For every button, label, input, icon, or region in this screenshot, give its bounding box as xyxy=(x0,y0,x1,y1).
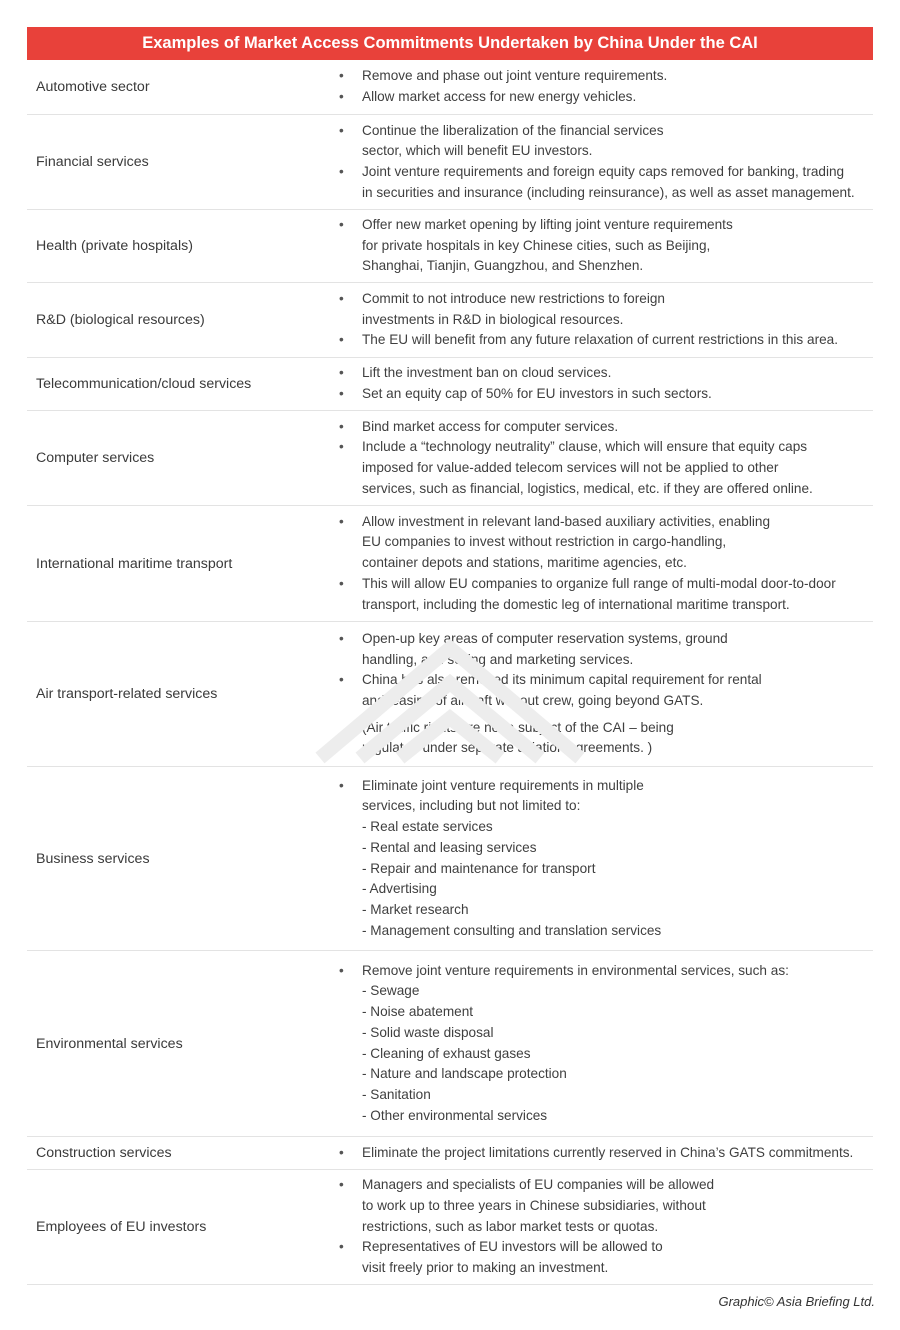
commitment-details xyxy=(335,1137,867,1169)
sector-label: Financial services xyxy=(36,154,149,170)
sub-item: - Rental and leasing services xyxy=(362,839,537,855)
sub-item: - Real estate services xyxy=(362,819,493,835)
bullet-line: • Include a “technology neutrality” clause, which will ensure that equity caps xyxy=(362,439,808,455)
commitment-bullet xyxy=(335,330,867,351)
commitment-bullet xyxy=(335,961,867,982)
bullet-line: visit freely prior to making an investment. xyxy=(362,1260,609,1276)
sector-label: International maritime transport xyxy=(36,555,233,572)
commitment-bullet xyxy=(335,437,867,499)
bullet-line: sector, which will benefit EU investors. xyxy=(362,143,593,159)
commitment-bullet xyxy=(335,66,867,87)
bullet-line: • Lift the investment ban on cloud services. xyxy=(362,365,612,381)
commitment-bullet xyxy=(335,1143,867,1164)
bullet-line: container depots and stations, maritime agencies, etc. xyxy=(362,555,687,571)
bullet-line: • Offer new market opening by lifting joint venture requirements xyxy=(362,216,733,232)
graphic-credit: Graphic© Asia Briefing Ltd. xyxy=(718,1294,875,1309)
sub-item: - Cleaning of exhaust gases xyxy=(362,1045,531,1061)
bullet-line: • Bind market access for computer services. xyxy=(362,418,619,434)
bullet-line: restrictions, such as labor market tests or quotas. xyxy=(362,1218,659,1234)
sector-label: Employees of EU investors xyxy=(36,1219,207,1235)
bullet-line: EU companies to invest without restriction in cargo-handling, xyxy=(362,534,727,550)
bullet-line: and leasing of aircraft without crew, going beyond GATS. xyxy=(362,693,704,708)
commitment-details xyxy=(335,506,867,621)
commitment-bullet xyxy=(335,363,867,384)
watermark-logo xyxy=(300,628,600,778)
table-row xyxy=(27,767,873,951)
table-row xyxy=(27,358,873,411)
bullet-line: • Set an equity cap of 50% for EU investors in such sectors. xyxy=(362,386,712,401)
sector-label: Health (private hospitals) xyxy=(36,238,193,254)
sub-item: - Management consulting and translation services xyxy=(362,922,662,938)
commitment-bullet xyxy=(335,87,867,108)
bullet-line: • Allow market access for new energy vehicles. xyxy=(362,89,637,104)
bullet-line: • Eliminate the project limitations currently reserved in China’s GATS commitments. xyxy=(362,1144,854,1160)
commitment-details xyxy=(335,358,867,410)
commitment-details xyxy=(335,1170,867,1284)
bullet-line: • China has also removed its minimum capital requirement for rental xyxy=(362,672,762,688)
table-row xyxy=(27,951,873,1137)
sector-label: Environmental services xyxy=(36,1035,183,1052)
bullet-line: services, such as financial, logistics, medical, etc. if they are offered online. xyxy=(362,480,813,496)
commitment-bullet xyxy=(335,289,867,330)
bullet-line: transport, including the domestic leg of international maritime transport. xyxy=(362,596,790,612)
table-row xyxy=(27,115,873,210)
commitment-bullet xyxy=(335,384,867,405)
commitment-details xyxy=(335,951,867,1136)
note-line: (Air traffic rights are not a subject of the CAI – being xyxy=(362,719,674,735)
sector-label: R&D (biological resources) xyxy=(36,312,205,328)
sector-label: Air transport-related services xyxy=(36,686,218,702)
commitment-bullet xyxy=(335,574,867,615)
bullet-line: handling, and selling and marketing services. xyxy=(362,651,634,667)
sector-label: Business services xyxy=(36,850,150,867)
bullet-line: to work up to three years in Chinese subsidiaries, without xyxy=(362,1197,706,1213)
commitment-bullet xyxy=(335,417,867,438)
bullet-line: Shanghai, Tianjin, Guangzhou, and Shenzhen. xyxy=(362,258,644,274)
bullet-line: imposed for value-added telecom services will not be applied to other xyxy=(362,460,779,475)
bullet-line: • The EU will benefit from any future relaxation of current restrictions in this area. xyxy=(362,332,838,348)
bullet-line: • Remove and phase out joint venture requirements. xyxy=(362,68,668,84)
commitment-details xyxy=(335,210,867,282)
note-line: regulated under separate aviation agreements. ) xyxy=(362,740,653,756)
bullet-line: • This will allow EU companies to organize full range of multi-modal door-to-door xyxy=(362,575,836,591)
bullet-line: • Allow investment in relevant land-based auxiliary activities, enabling xyxy=(362,513,771,529)
commitment-bullet xyxy=(335,1237,867,1278)
table-row xyxy=(27,1137,873,1170)
bullet-line: investments in R&D in biological resources. xyxy=(362,311,624,327)
commitment-bullet xyxy=(335,512,867,574)
sector-label: Computer services xyxy=(36,450,155,466)
commitment-details xyxy=(335,60,867,114)
sub-item: - Nature and landscape protection xyxy=(362,1066,567,1082)
bullet-line: • Open-up key areas of computer reservation systems, ground xyxy=(362,630,728,646)
commitment-details xyxy=(335,767,867,950)
commitment-details xyxy=(335,115,867,209)
sub-item: - Advertising xyxy=(362,881,437,897)
bullet-line: • Managers and specialists of EU companies will be allowed xyxy=(362,1177,715,1193)
sub-item: - Sewage xyxy=(362,983,420,999)
commitment-bullet xyxy=(335,1175,867,1237)
bullet-line: for private hospitals in key Chinese cities, such as Beijing, xyxy=(362,237,711,253)
sub-item: - Other environmental services xyxy=(362,1107,548,1123)
commitment-details xyxy=(335,411,867,505)
commitment-bullet xyxy=(335,215,867,277)
sub-item: - Repair and maintenance for transport xyxy=(362,860,596,876)
table-row xyxy=(27,210,873,283)
commitment-bullet xyxy=(335,162,867,203)
commitment-bullet xyxy=(335,776,867,817)
sector-label: Construction services xyxy=(36,1145,172,1161)
bullet-line: services, including but not limited to: xyxy=(362,798,581,814)
bullet-line: • Commit to not introduce new restrictions to foreign xyxy=(362,290,665,306)
sub-item: - Solid waste disposal xyxy=(362,1024,494,1040)
table-row xyxy=(27,60,873,115)
bullet-line: • Continue the liberalization of the financial services xyxy=(362,122,664,138)
sector-label: Telecommunication/cloud services xyxy=(36,376,252,392)
table-row xyxy=(27,1170,873,1285)
table-row xyxy=(27,411,873,506)
sub-item: - Sanitation xyxy=(362,1086,431,1102)
sector-label: Automotive sector xyxy=(36,79,150,95)
bullet-line: • Eliminate joint venture requirements in multiple xyxy=(362,777,644,793)
table-row xyxy=(27,506,873,622)
bullet-line: • Representatives of EU investors will be allowed to xyxy=(362,1239,663,1255)
bullet-line: • Joint venture requirements and foreign equity caps removed for banking, trading xyxy=(362,164,845,179)
bullet-line: in securities and insurance (including reinsurance), as well as asset management. xyxy=(362,184,855,200)
bullet-line: • Remove joint venture requirements in environmental services, such as: xyxy=(362,962,789,978)
sub-item: - Market research xyxy=(362,901,469,917)
commitment-details xyxy=(335,283,867,357)
table-row xyxy=(27,283,873,358)
sub-item: - Noise abatement xyxy=(362,1004,474,1020)
commitment-bullet xyxy=(335,121,867,162)
table-title: Examples of Market Access Commitments Undertaken by China Under the CAI xyxy=(27,27,873,60)
